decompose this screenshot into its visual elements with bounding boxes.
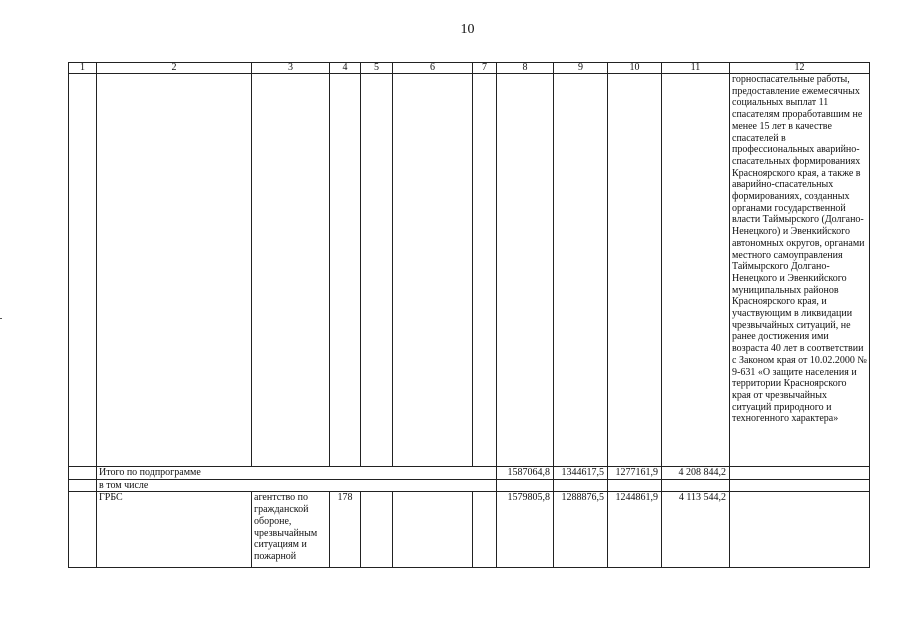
table-row-including — [69, 479, 870, 492]
header-col-1: 1 — [69, 63, 97, 74]
header-col-8: 8 — [497, 63, 554, 74]
total-col-9: 1344617,5 — [554, 467, 608, 480]
grbs-col-8: 1579805,8 — [497, 492, 554, 568]
grbs-col-11: 4 113 544,2 — [662, 492, 730, 568]
table-row-total — [69, 467, 870, 480]
header-col-6: 6 — [393, 63, 473, 74]
grbs-code: 178 — [330, 492, 361, 568]
table-header-row — [69, 63, 870, 74]
table-row-continuation — [69, 74, 870, 467]
header-col-12: 12 — [730, 63, 870, 74]
total-col-10: 1277161,9 — [608, 467, 662, 480]
header-col-10: 10 — [608, 63, 662, 74]
scan-edge-mark — [0, 318, 2, 319]
grbs-agency: агентство по гражданской обороне, чрезвычайным ситуациям и пожарной — [252, 492, 330, 568]
header-col-11: 11 — [662, 63, 730, 74]
header-col-7: 7 — [473, 63, 497, 74]
including-label: в том числе — [97, 479, 497, 492]
page-number: 10 — [460, 22, 475, 37]
table-row-grbs — [69, 492, 870, 568]
total-col-11: 4 208 844,2 — [662, 467, 730, 480]
header-col-2: 2 — [97, 63, 252, 74]
measure-description: горноспасательные работы, предоставление ежемесячных социальных выплат 11 спасателям проработавшим не менее 15 лет в качестве спасателей в профессиональных аварийно-спасательных формированиях Красноярского края, а также в аварийно-спасательных формированиях, созданных органами государственной власти Таймырского (Долгано-Ненецкого) и Эвенкийского автономных округов, органами местного самоуправления Таймырского Долгано-Ненецкого и Эвенкийского муниципальных районов Красноярского края, и участвующим в ликвидации чрезвычайных ситуаций, не ранее достижения ими возраста 40 лет в соответствии с Законом края от 10.02.2000 № 9-631 «О защите населения и территории Красноярского края от чрезвычайных ситуаций природного и техногенного характера» — [730, 74, 870, 467]
grbs-col-10: 1244861,9 — [608, 492, 662, 568]
total-label: Итого по подпрограмме — [97, 467, 497, 480]
header-col-5: 5 — [361, 63, 393, 74]
grbs-label: ГРБС — [97, 492, 252, 568]
budget-table — [68, 62, 870, 568]
grbs-col-9: 1288876,5 — [554, 492, 608, 568]
total-col-8: 1587064,8 — [497, 467, 554, 480]
header-col-3: 3 — [252, 63, 330, 74]
header-col-4: 4 — [330, 63, 361, 74]
header-col-9: 9 — [554, 63, 608, 74]
